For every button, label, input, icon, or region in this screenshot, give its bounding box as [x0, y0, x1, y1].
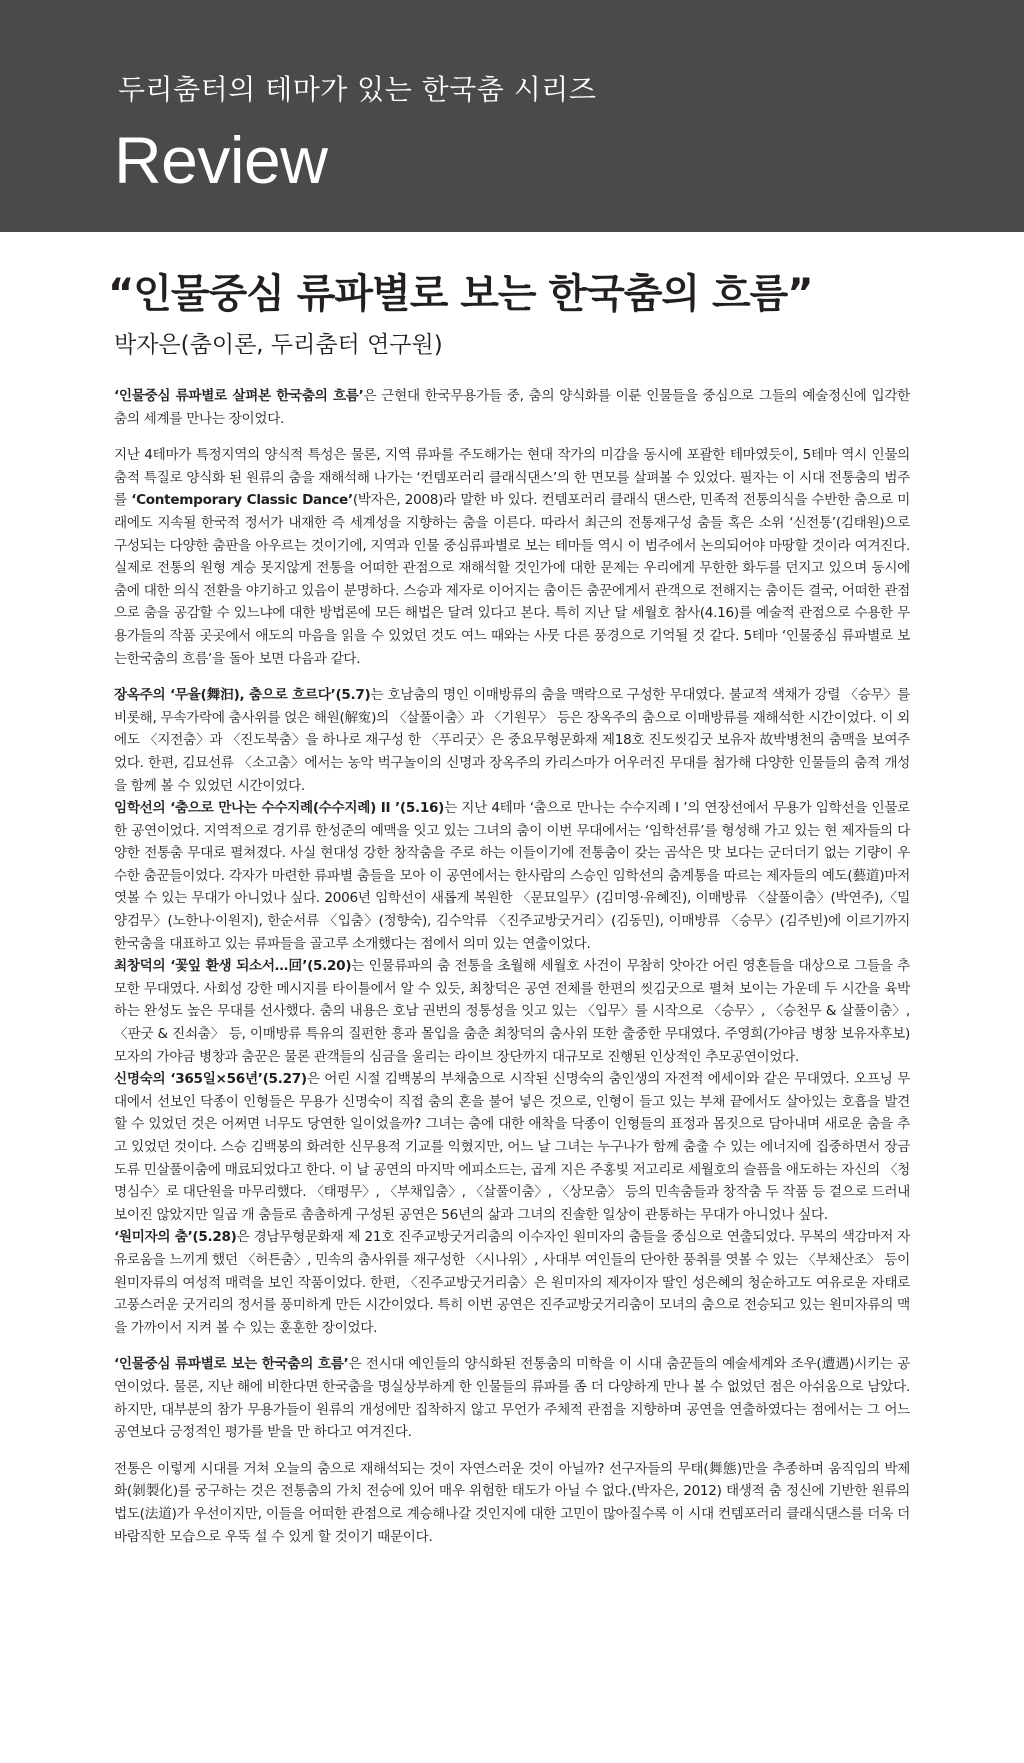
paragraph-lead: 임학선의 ‘춤으로 만나는 수수지례(수수지례) II ’(5.16)	[114, 800, 445, 817]
paragraph-lead: 장옥주의 ‘무율(舞汩), 춤으로 흐르다’(5.7)	[114, 687, 371, 704]
article-title: “인물중심 류파별로 보는 한국춤의 흐름”	[108, 271, 813, 317]
paragraph-text: 은 근현대 한국무용가들 중, 춤의 양식화를 이룬 인물들을 중심으로 그들의 예술정신에 입각한 춤의 세계를 만나는 장이었다.	[114, 388, 910, 427]
paragraph-lead: ‘인물중심 류파별로 살펴본 한국춤의 흐름’	[114, 388, 364, 404]
paragraph-lead: ‘인물중심 류파별로 보는 한국춤의 흐름’	[114, 1356, 349, 1373]
paragraph-text: 은 경남무형문화재 제 21호 진주교방굿거리춤의 이수자인 원미자의 춤들을 중심으로 연출되었다. 무복의 색감마저 자유로움을 느끼게 했던 〈허튼춤〉, 민속의 춤사위를 재구성한 〈시나위〉, 사대부 여인들의 단아한 풍취를 엿볼 수 있는 〈부채산조〉 등이 원미자류의 여성적 매력을 보인 작품이었다. 한편, 〈진주교방굿거리춤〉은 원미자의 제자이자 딸인 성은혜의 청순하고도 여유로운 자태로 고풍스러운 굿거리의 정서를 풍미하게 만든 시간이었다. 특히 이번 공연은 진주교방굿거리춤이 모녀의 춤으로 전승되고 있는 원미자류의 맥을 가까이서 지켜 볼 수 있는 훈훈한 장이었다.	[114, 1229, 911, 1336]
paragraph-text: 전통은 이렇게 시대를 거쳐 오늘의 춤으로 재해석되는 것이 자연스러운 것이 아닐까? 선구자들의 무태(舞態)만을 추종하며 움직임의 박제화(剝製化)를 궁구하는 것은 전통춤의 가치 전승에 있어 매우 위험한 태도가 아닐 수 없다.(박자은, 2012) 태생적 춤 정신에 기반한 원류의 법도(法道)가 우선이지만, 이들을 어떠한 관점으로 계승해나갈 것인지에 대한 고민이 많아질수록 이 시대 컨템포러리 클래식댄스를 더욱 더 바람직한 모습으로 우뚝 설 수 있게 할 것이기 때문이다.	[114, 1460, 910, 1545]
paragraph-lead: 최창덕의 ‘꽃잎 환생 되소서…回’(5.20)	[114, 958, 352, 975]
paragraph-lead: 신명숙의 ‘365일×56년’(5.27)	[114, 1071, 307, 1088]
series-title: 두리춤터의 테마가 있는 한국춤 시리즈	[118, 73, 597, 106]
paragraph-lead: ‘원미자의 춤’(5.28)	[114, 1229, 237, 1246]
header-banner	[0, 0, 1024, 232]
review-im-hakseon	[114, 797, 910, 955]
review-shin-myeongsuk	[114, 1068, 910, 1226]
paragraph-text: 는 인물류파의 춤 전통을 초월해 세월호 사건이 무참히 앗아간 어린 영혼들을 대상으로 그들을 추모한 무대였다. 사회성 강한 메시지를 타이틀에서 알 수 있듯, 최창덕은 공연 전체를 한편의 씻김굿으로 펼쳐 보이는 가운데 두 시간을 육박하는 완성도 높은 무대를 선사했다. 춤의 내용은 호남 권번의 정통성을 잇고 있는 〈입무〉를 시작으로 〈승무〉, 〈승천무 & 살풀이춤〉, 〈판굿 & 진쇠춤〉 등, 이매방류 특유의 질펀한 흥과 몰입을 춤춘 최창덕의 춤사위 또한 출중한 무대였다. 주영희(가야금 병창 보유자후보)모자의 가야금 병창과 춤꾼은 물론 관객들의 심금을 울리는 라이브 장단까지 대규모로 진행된 인상적인 추모공연이었다.	[114, 958, 910, 1065]
paragraph-text: 은 어린 시절 김백봉의 부채춤으로 시작된 신명숙의 춤인생의 자전적 에세이와 같은 무대였다. 오프닝 무대에서 선보인 닥종이 인형들은 무용가 신명숙이 직접 춤의 혼을 불어 넣은 것으로, 인형이 들고 있는 부채 끝에서도 살아있는 호흡을 발견할 수 있었던 것은 어쩌면 너무도 당연한 일이었을까? 그녀는 춤에 대한 애착을 닥종이 인형들의 표정과 몸짓으로 담아내며 새로운 춤을 추고 있었던 것이다. 스승 김백봉의 화려한 신무용적 기교를 익혔지만, 어느 날 그녀는 누구나가 함께 춤출 수 있는 에너지에 집중하면서 장금도류 민살풀이춤에 매료되었다고 한다. 이 날 공연의 마지막 에피소드는, 곱게 지은 주홍빛 저고리로 세월호의 슬픔을 애도하는 자신의 〈청명심수〉로 대단원을 마무리했다. 〈태평무〉, 〈부채입춤〉, 〈살풀이춤〉, 〈상모춤〉 등의 민속춤들과 창작춤 두 작품 등 겉으로 드러내 보이진 않았지만 일곱 개 춤들로 촘촘하게 구성된 공연은 56년의 삶과 그녀의 진솔한 일상이 관통하는 무대가 아니었나 싶다.	[114, 1071, 910, 1223]
paragraph-theme	[114, 444, 910, 670]
paragraph-emphasis: ‘Contemporary Classic Dance’	[131, 492, 353, 509]
paragraph-text: 는 호남춤의 명인 이매방류의 춤을 맥락으로 구성한 무대였다. 불교적 색채가 강렬 〈승무〉를 비롯해, 무속가락에 춤사위를 얹은 해원(解寃)의 〈살풀이춤〉과 〈기원무〉 등은 장옥주의 춤으로 이매방류를 재해석한 시간이었다. 이 외에도 〈지전춤〉과 〈진도북춤〉을 하나로 재구성 한 〈푸리굿〉은 중요무형문화재 제18호 진도씻김굿 보유자 故박병천의 춤맥을 보여주었다. 한편, 김묘선류 〈소고춤〉에서는 농악 벅구놀이의 신명과 장옥주의 카리스마가 어우러진 무대를 첨가해 다양한 인물들의 춤적 개성을 함께 볼 수 있었던 시간이었다.	[114, 687, 910, 794]
article-author: 박자은(춤이론, 두리춤터 연구원)	[114, 332, 443, 358]
section-label: Review	[114, 123, 328, 197]
review-won-mija	[114, 1226, 910, 1339]
paragraph-text: (박자은, 2008)라 말한 바 있다. 컨템포러리 클래식 댄스란, 민족적 전통의식을 수반한 춤으로 미래에도 지속될 한국적 정서가 내재한 즉 세계성을 지향하는 춤을 이른다. 따라서 최근의 전통재구성 춤들 혹은 소위 ‘신전통’(김태원)으로 구성되는 다양한 춤판을 아우르는 것이기에, 지역과 인물 중심류파별로 보는 테마들 역시 이 범주에서 논의되어야 마땅할 것이라 여겨진다. 실제로 전통의 원형 계승 못지않게 전통을 어떠한 관점으로 재해석할 것인가에 대한 문제는 우리에게 무한한 화두를 던지고 있으며 동시에 춤에 대한 의식 전환을 야기하고 있음이 분명하다. 스승과 제자로 이어지는 춤이든 춤꾼에게서 관객으로 전해지는 춤이든 결국, 어떠한 관점으로 춤을 공감할 수 있느냐에 대한 방법론에 모든 해법은 달려 있다고 본다. 특히 지난 달 세월호 참사(4.16)를 예술적 관점으로 수용한 무용가들의 작품 곳곳에서 애도의 마음을 읽을 수 있었던 것도 여느 때와는 사뭇 다른 풍경으로 기억될 것 같다. 5테마 ‘인물중심 류파별로 보는한국춤의 흐름’을 돌아 보면 다음과 같다.	[114, 492, 910, 667]
paragraph-text: 지난 4테마가 특정지역의 양식적 특성은 물론, 지역 류파를 주도해가는 현대 작가의 미감을 동시에 포괄한 테마였듯이, 5테마 역시 인물의 춤적 특질로 양식화 된 원류의 춤을 재해석해 나가는 ‘컨템포러리 클래식댄스’의 한 면모를 살펴볼 수 있었다. 필자는 이 시대 전통춤의 범주를	[114, 447, 910, 509]
paragraph-summary	[114, 1353, 910, 1443]
paragraph-intro	[114, 385, 910, 430]
review-jang-okju	[114, 684, 910, 797]
article-body	[114, 385, 910, 1562]
paragraph-text: 는 지난 4테마 ‘춤으로 만나는 수수지례 I ’의 연장선에서 무용가 임학선을 인물로 한 공연이었다. 지역적으로 경기류 한성준의 예맥을 잇고 있는 그녀의 춤이 이번 무대에서는 ‘임학선류’를 형성해 가고 있는 현 제자들의 다양한 전통춤 무대로 펼쳐졌다. 사실 현대성 강한 창작춤을 주로 하는 이들이기에 전통춤이 갖는 곰삭은 맛 보다는 군더더기 없는 기량이 우수한 춤꾼들이었다. 각자가 마련한 류파별 춤들을 모아 이 공연에서는 한사람의 스승인 임학선의 춤계통을 따르는 제자들의 예도(藝道)마저 엿볼 수 있는 무대가 아니었나 싶다. 2006년 임학선이 새롭게 복원한 〈문묘일무〉(김미영·유혜진), 이매방류 〈살풀이춤〉(박연주),〈밀양검무〉(노한나·이원지), 한순서류 〈입춤〉(정향숙), 김수악류 〈진주교방굿거리〉(김동민), 이매방류 〈승무〉(김주빈)에 이르기까지 한국춤을 대표하고 있는 류파들을 골고루 소개했다는 점에서 의미 있는 연출이었다.	[114, 800, 910, 952]
review-choi-changdeok	[114, 955, 910, 1068]
paragraph-text: 은 전시대 예인들의 양식화된 전통춤의 미학을 이 시대 춤꾼들의 예술세계와 조우(遭遇)시키는 공연이었다. 물론, 지난 해에 비한다면 한국춤을 명실상부하게 한 인물들의 류파를 좀 더 다양하게 만나 볼 수 없었던 점은 아쉬움으로 남았다. 하지만, 대부분의 참가 무용가들이 원류의 개성에만 집착하지 않고 무언가 주체적 관점을 지향하며 공연을 연출하였다는 점에서는 그 어느 공연보다 긍정적인 평가를 받을 만 하다고 여겨진다.	[114, 1356, 911, 1441]
paragraph-conclusion	[114, 1458, 910, 1548]
